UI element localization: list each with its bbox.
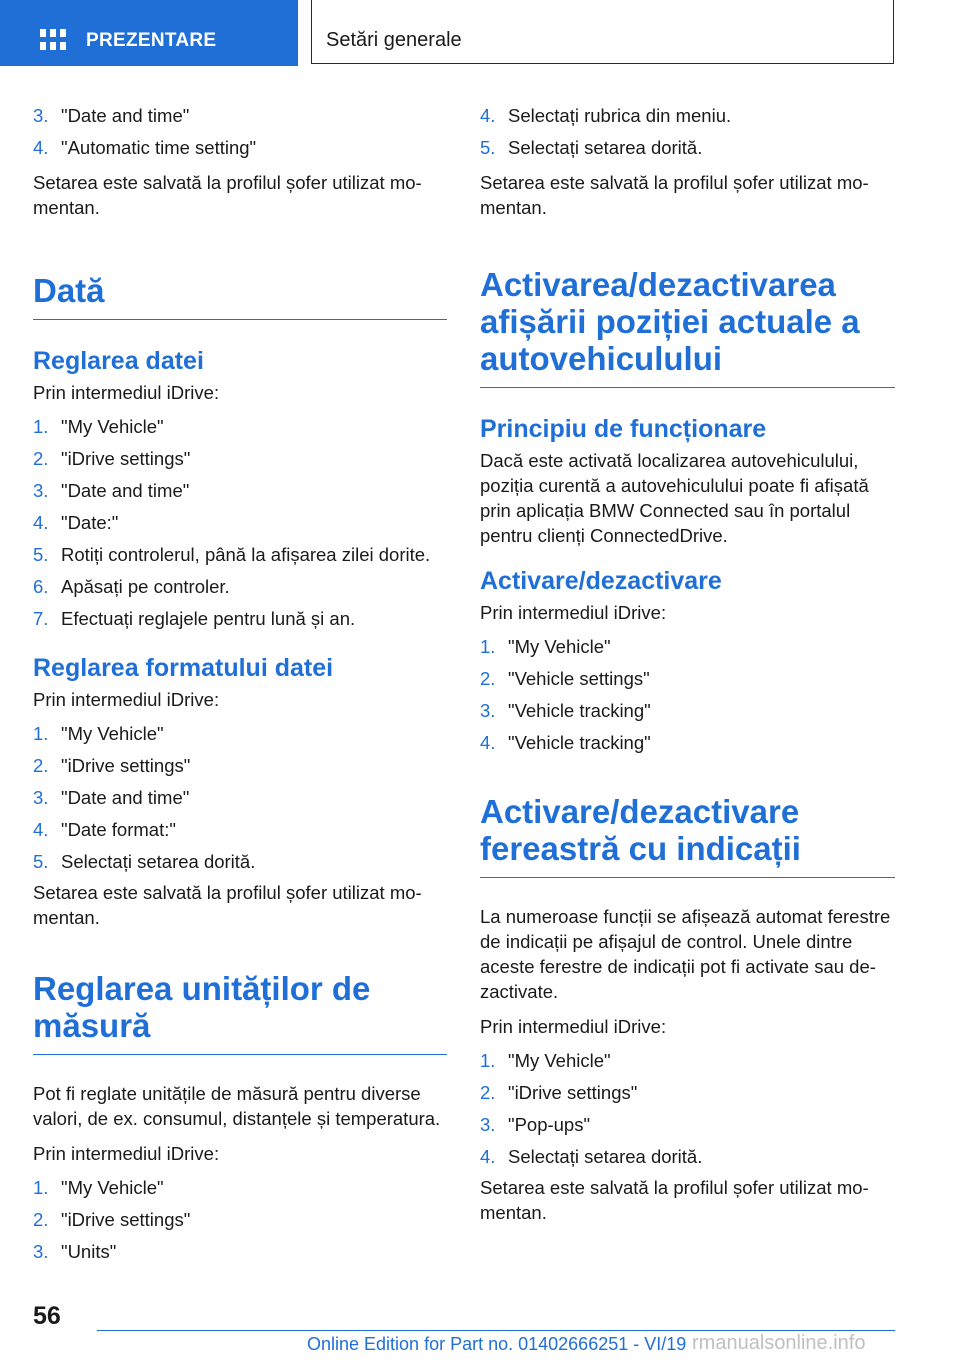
step-number: 3. (480, 1114, 496, 1135)
step-number: 4. (480, 732, 496, 753)
right-column (480, 100, 895, 1225)
step-number: 2. (480, 668, 496, 689)
subheading-activate: Activare/dezactivare (480, 567, 722, 595)
step-number: 3. (33, 787, 49, 808)
step-number: 5. (33, 851, 49, 872)
list-item (33, 718, 447, 750)
list-item (33, 100, 447, 132)
step-text: "Vehicle tracking" (508, 732, 651, 753)
step-text: "Vehicle settings" (508, 668, 650, 689)
list-item (33, 411, 447, 443)
list-item (33, 507, 447, 539)
paragraph: Prin intermediul iDrive: (33, 382, 220, 403)
step-number: 3. (33, 105, 49, 126)
step-number: 3. (33, 1241, 49, 1262)
page-number: 56 (33, 1302, 61, 1330)
list-item (480, 1109, 895, 1141)
list-item (480, 132, 895, 164)
page-header (0, 0, 960, 66)
list-item (480, 727, 895, 759)
subheading-principle: Principiu de funcționare (480, 415, 767, 443)
step-number: 3. (480, 700, 496, 721)
step-text: "iDrive settings" (508, 1082, 638, 1103)
step-number: 1. (33, 416, 49, 437)
list-item (33, 846, 447, 878)
step-number: 4. (33, 512, 49, 533)
step-number: 4. (33, 819, 49, 840)
step-number: 2. (33, 755, 49, 776)
list-item (480, 1045, 895, 1077)
footer-divider (97, 1330, 895, 1331)
step-text: Rotiți controlerul, până la afișarea zilei dorite. (61, 544, 431, 565)
step-number: 5. (480, 137, 496, 158)
step-number: 6. (33, 576, 49, 597)
edition-text: Online Edition for Part no. 01402666251 - VI/19 (307, 1334, 687, 1354)
step-number: 5. (33, 544, 49, 565)
chapter-title-box (311, 0, 894, 64)
heading-units: Reglarea unităților de măsură (33, 970, 447, 1055)
step-text: "Automatic time setting" (61, 137, 257, 158)
step-text: Selectați setarea dorită. (61, 851, 256, 872)
list-item (480, 1077, 895, 1109)
step-text: Selectați rubrica din meniu. (508, 105, 732, 126)
list-item (480, 631, 895, 663)
list-item (33, 782, 447, 814)
grid-menu-icon (40, 29, 66, 51)
subheading-set-date: Reglarea datei (33, 347, 204, 375)
list-item (33, 1204, 447, 1236)
step-number: 2. (33, 448, 49, 469)
step-list (480, 100, 895, 164)
heading-vehicle-tracking: Activarea/dezactivarea afișării poziției actuale a autovehiculului (480, 266, 895, 388)
step-text: Apăsați pe controler. (61, 576, 230, 597)
step-number: 2. (480, 1082, 496, 1103)
step-text: "iDrive settings" (61, 755, 191, 776)
paragraph: Dacă este activată localizarea autovehiculului, poziția curentă a autovehiculului poate fi afișată prin aplicația BMW Connected sau în portalul pentru clienți ConnectedDrive. (480, 450, 869, 546)
chapter-title: Setări generale (326, 29, 462, 51)
step-number: 2. (33, 1209, 49, 1230)
heading-date: Dată (33, 272, 447, 320)
step-text: "My Vehicle" (508, 1050, 611, 1071)
subheading-date-format: Reglarea formatului datei (33, 654, 334, 682)
step-text: "My Vehicle" (508, 636, 611, 657)
heading-popups: Activare/dezactivare fereastră cu indicații (480, 793, 895, 878)
step-list (480, 631, 895, 759)
step-list (33, 718, 447, 878)
step-text: "Date and time" (61, 787, 190, 808)
step-number: 1. (33, 723, 49, 744)
step-text: Efectuați reglajele pentru lună și an. (61, 608, 356, 629)
step-text: Selectați setarea dorită. (508, 1146, 703, 1167)
list-item (33, 1236, 447, 1268)
list-item (33, 814, 447, 846)
step-text: "My Vehicle" (61, 723, 164, 744)
left-column (33, 100, 447, 1268)
paragraph: Prin intermediul iDrive: (33, 1143, 220, 1164)
step-text: "My Vehicle" (61, 1177, 164, 1198)
paragraph: Prin intermediul iDrive: (480, 602, 667, 623)
step-number: 4. (33, 137, 49, 158)
step-text: "Date:" (61, 512, 119, 533)
list-item (33, 475, 447, 507)
step-list (480, 1045, 895, 1173)
paragraph: Prin intermediul iDrive: (33, 689, 220, 710)
list-item (33, 750, 447, 782)
section-tab-label: PREZENTARE (86, 30, 217, 51)
list-item (480, 100, 895, 132)
paragraph: Prin intermediul iDrive: (480, 1016, 667, 1037)
step-number: 1. (33, 1177, 49, 1198)
paragraph: Setarea este salvată la profilul șofer utilizat momentan. (33, 882, 422, 928)
paragraph: La numeroase funcții se afișează automat ferestre de indicații pe afișajul de control. Unele dintre aceste ferestre de indicații pot fi activate sau dezactivate. (480, 906, 891, 1002)
step-number: 3. (33, 480, 49, 501)
list-item (33, 132, 447, 164)
step-number: 1. (480, 1050, 496, 1071)
list-item (33, 571, 447, 603)
list-item (33, 603, 447, 635)
paragraph: Setarea este salvată la profilul șofer utilizat momentan. (480, 172, 869, 218)
step-text: "Pop-ups" (508, 1114, 591, 1135)
step-number: 1. (480, 636, 496, 657)
list-item (480, 1141, 895, 1173)
paragraph: Pot fi reglate unitățile de măsură pentru diverse valori, de ex. consumul, distanțele și temperatura. (33, 1083, 441, 1129)
list-item (480, 695, 895, 727)
step-text: "Units" (61, 1241, 117, 1262)
step-number: 7. (33, 608, 49, 629)
list-item (33, 443, 447, 475)
list-item (33, 539, 447, 571)
step-text: "Vehicle tracking" (508, 700, 651, 721)
step-text: "iDrive settings" (61, 448, 191, 469)
step-text: "My Vehicle" (61, 416, 164, 437)
step-list (33, 411, 447, 635)
step-text: "iDrive settings" (61, 1209, 191, 1230)
paragraph: Setarea este salvată la profilul șofer utilizat momentan. (33, 172, 422, 218)
step-list (33, 100, 447, 164)
step-text: "Date and time" (61, 480, 190, 501)
step-text: "Date format:" (61, 819, 176, 840)
step-number: 4. (480, 105, 496, 126)
section-tab[interactable] (0, 0, 298, 66)
step-text: "Date and time" (61, 105, 190, 126)
list-item (480, 663, 895, 695)
step-list (33, 1172, 447, 1268)
step-number: 4. (480, 1146, 496, 1167)
watermark: rmanualsonline.info (692, 1332, 866, 1354)
paragraph: Setarea este salvată la profilul șofer utilizat momentan. (480, 1177, 869, 1223)
step-text: Selectați setarea dorită. (508, 137, 703, 158)
list-item (33, 1172, 447, 1204)
